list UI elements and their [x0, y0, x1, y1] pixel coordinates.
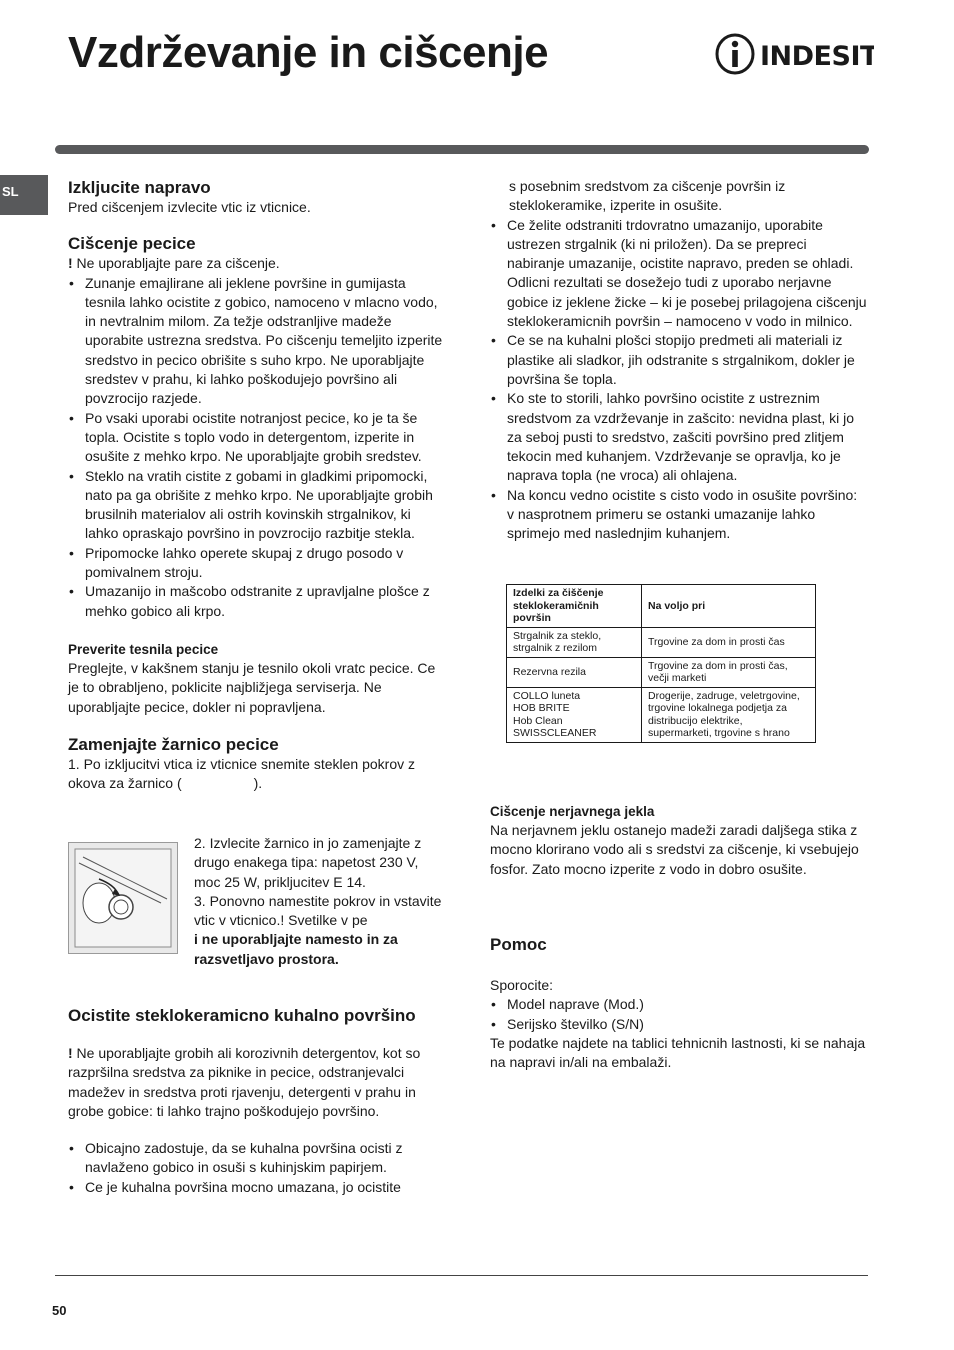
right-column: [490, 177, 868, 544]
ceramic-list-continued: [490, 216, 868, 544]
list-item: • Zunanje emajlirane ali jeklene površine in gumijasta tesnila lahko ocistite z gobico, namoceno v mlacno vodo, in nevtralnim milom. Za težje odstranljive madeže uporabite ustrezna sredstva. Po cišcenju temeljito izperite sredstvo in pecico obrišite s suho krpo. Ne uporabljajte sredstev v prahu, ki lahko poškodujejo površino ali povzrocijo razjede.: [68, 274, 446, 409]
bulb-step-1: 1. Po izkljucitvi vtica iz vticnice snemite steklen pokrov z okova za žarnico ( ).: [68, 755, 416, 792]
help-text: Te podatke najdete na tablici tehnicnih lastnosti, ki se nahaja na napravi in/ali na embalaži.: [490, 1034, 866, 1071]
list-item: • Steklo na vratih cistite z gobami in gladkimi pripomocki, nato pa ga obrišite z mehko krpo. Ne uporabljajte grobih brusilnih materialov ali ostrih kovinskih strgalnikov, ki lahko opraskajo površino in povzrocijo razbitje stekla.: [68, 467, 446, 544]
brand-name: INDESIT: [760, 41, 874, 72]
left-column-bottom: [68, 1006, 446, 1197]
page-title: Vzdrževanje in cišcenje: [68, 28, 549, 77]
table-cell: Strgalnik za steklo, strgalnik z rezilom: [507, 627, 642, 657]
section-heading-help: Pomoc: [490, 935, 547, 954]
cleaning-products-table: [506, 584, 816, 743]
header-divider-bar: [55, 145, 869, 154]
section-heading-switch-off: Izkljucite napravo: [68, 178, 211, 197]
table-cell: Trgovine za dom in prosti čas: [642, 627, 816, 657]
table-row: [507, 657, 816, 687]
subheading-seals: Preverite tesnila pecice: [68, 641, 219, 657]
bulb-step-2: 2. Izvlecite žarnico in jo zamenjajte z drugo enakega tipa: napetost 230 V, moc 25 W, prikljucitev E 14.: [194, 835, 422, 890]
stainless-steel-section: [490, 802, 868, 879]
table-cell: Rezervna rezila: [507, 657, 642, 687]
oven-warning: ! Ne uporabljajte pare za cišcenje.: [68, 255, 280, 272]
list-item: • Serijsko številko (S/N): [490, 1015, 868, 1034]
ceramic-warning: ! Ne uporabljajte grobih ali korozivnih detergentov, kot so razpršilna sredstva za piknike in pecice, odstranjevalci madežev in sredstva proti rjavenju, detergenti v prahu in grobe gobice: ti lahko trajno poškodujejo površino.: [68, 1045, 421, 1119]
footer-divider: [55, 1275, 868, 1276]
table-cell: Trgovine za dom in prosti čas, večji marketi: [642, 657, 816, 687]
list-item: • Ce želite odstraniti trdovratno umazanijo, uporabite ustrezen strgalnik (ki ni priložen). Da se prepreci nabiranje umazanije, ocistite napravo, preden se ohladi. Odlicni rezultati se dosežejo tudi z uporabo nerjavne gobice iz jeklene žicke – ki je posebej prilagojena cišcenju steklokeramicnih površin – namoceno v vodo in milnico.: [490, 216, 868, 332]
table-header-row: [507, 585, 816, 628]
list-item: • Umazanijo in mašcobo odstranite z upravljalne plošce z mehko gobico ali krpo.: [68, 582, 446, 621]
section-heading-ceramic-hob: Ocistite steklokeramicno kuhalno površino: [68, 1006, 416, 1025]
table-cell: Drogerije, zadruge, veletrgovine, trgovine lokalnega podjetja za distribucijo elektrike, supermarketi, trgovine s hrano: [642, 687, 816, 742]
ceramic-list: [68, 1139, 446, 1197]
help-section: [490, 935, 868, 1072]
table-row: [507, 687, 816, 742]
list-item: • Ce se na kuhalni plošci stopijo predmeti ali materiali iz plastike ali sladkor, jih odstranite s strgalnikom, dokler je površina še topla.: [490, 331, 868, 389]
table-cell: COLLO luneta HOB BRITE Hob Clean SWISSCLEANER: [507, 687, 642, 742]
help-intro: Sporocite:: [490, 977, 554, 993]
table-header-cell: Na voljo pri: [642, 585, 816, 628]
oven-lamp-illustration: [68, 842, 178, 954]
help-list: [490, 995, 868, 1034]
list-item: • Na koncu vedno ocistite s cisto vodo in osušite površino: v nasprotnem primeru se ostanki umazanije lahko sprimejo med naslednjim kuhanjem.: [490, 486, 868, 544]
stainless-steel-text: Na nerjavnem jeklu ostanejo madeži zaradi daljšega stika z mocno klorirano vodo ali s sredstvi za cišcenje, ki vsebujejo fosfor. Zato mocno izperite z vodo in dobro osušite.: [490, 822, 859, 877]
indesit-logo: [714, 32, 874, 76]
list-item: • Obicajno zadostuje, da se kuhalna površina ocisti z navlaženo gobico in osuši s kuhinjskim papirjem.: [68, 1139, 446, 1178]
section-heading-bulb: Zamenjajte žarnico pecice: [68, 734, 279, 754]
list-item: • Ce je kuhalna površina mocno umazana, jo ocistite: [68, 1178, 446, 1197]
list-item: • Pripomocke lahko operete skupaj z drugo posodo v pomivalnem stroju.: [68, 544, 446, 583]
oven-cleaning-list: [68, 274, 446, 621]
list-item: • Po vsaki uporabi ocistite notranjost pecice, ko je ta še topla. Ocistite s toplo vodo in detergentom, izperite in osušite z mehko krpo. Ne uporabljajte grobih sredstev.: [68, 409, 446, 467]
bulb-steps: [194, 834, 446, 969]
bulb-step-3: 3. Ponovno namestite pokrov in vstavite vtic v vticnico.! Svetilke v pe: [194, 892, 442, 929]
table-row: [507, 627, 816, 657]
page-number: 50: [52, 1303, 67, 1318]
section-heading-oven-cleaning: Cišcenje pecice: [68, 234, 196, 254]
table-header-cell: Izdelki za čiščenje steklokeramičnih površin: [507, 585, 642, 628]
list-item: • Ko ste to storili, lahko površino ocistite z ustreznim sredstvom za vzdrževanje in zašcito: nevidna plast, ki jo za seboj pusti to sredstvo, zašciti površino pred zlitjem tekocin med kuhanjem. Vzdrževanje se opravlja, ko je naprava topla (ne vroca) ali ohlajena.: [490, 389, 868, 485]
bulb-warning: i ne uporabljajte namesto in za razsvetljavo prostora.: [194, 931, 398, 967]
left-column: [68, 178, 446, 793]
seals-text: Preglejte, v kakšnem stanju je tesnilo okoli vratc pecice. Ce je to obrabljeno, poklicite najbližjega serviserja. Ne uporabljajte pecice, dokler ni popravljena.: [68, 659, 436, 715]
list-item: • Model naprave (Mod.): [490, 995, 868, 1014]
ceramic-continued-text: s posebnim sredstvom za cišcenje površin iz steklokeramike, izperite in osušite.: [509, 178, 786, 214]
switch-off-text: Pred cišcenjem izvlecite vtic iz vticnice.: [68, 199, 311, 215]
language-tab: SL: [0, 175, 48, 215]
subheading-stainless-steel: Cišcenje nerjavnega jekla: [490, 804, 655, 819]
